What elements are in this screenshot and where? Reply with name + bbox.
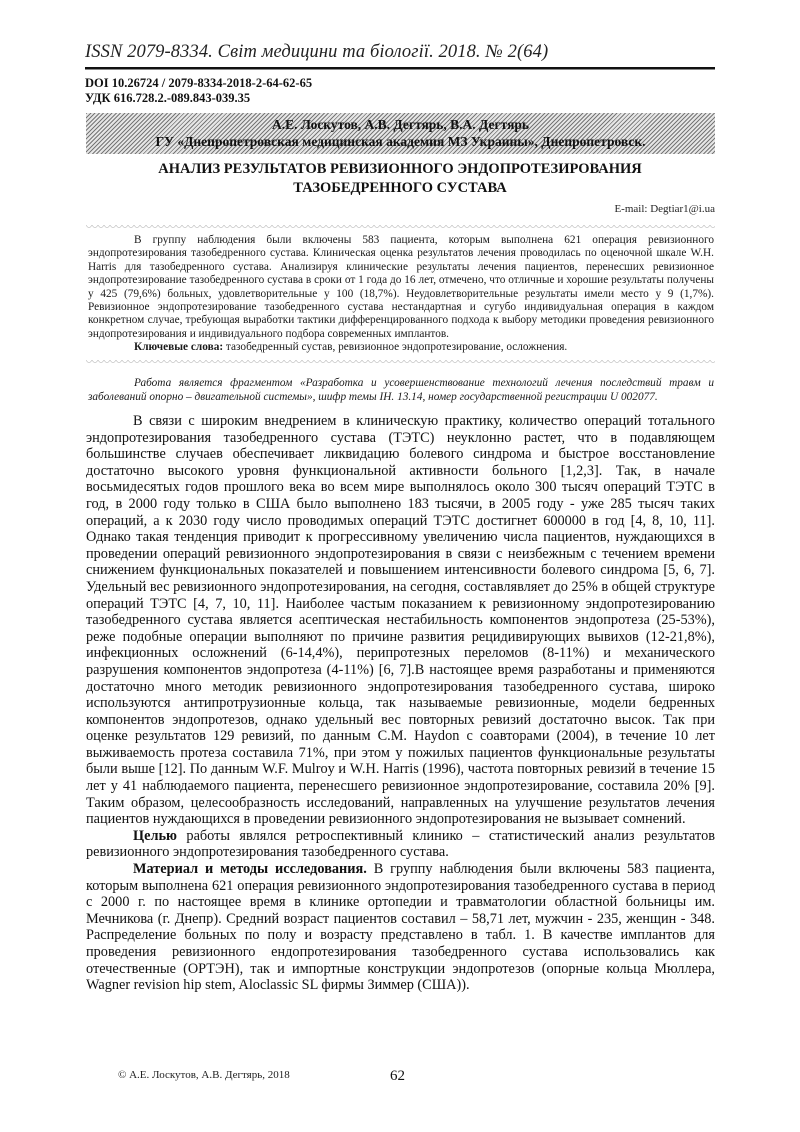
- article-title-line-2: ТАЗОБЕДРЕННОГО СУСТАВА: [293, 180, 507, 196]
- aim-text: работы являлся ретроспективный клинико – статистический анализ результатов ревизионного эндопротезирования тазобедренного сустава.: [86, 827, 715, 861]
- header-rule: [85, 67, 715, 70]
- methods-label: Материал и методы исследования.: [133, 861, 367, 878]
- funding-text: Работа является фрагментом «Разработка и усовершенствование технологий лечения последствий травм и заболеваний опорно – двигательной системы», шифр темы ІН. 13.14, номер государственной регистрации U 002077.: [88, 377, 714, 403]
- authors: А.Е. Лоскутов, А.В. Дегтярь, В.А. Дегтярь: [271, 117, 530, 132]
- contact-email: E-mail: Degtiar1@i.ua: [614, 203, 715, 215]
- article-body: [86, 413, 715, 994]
- article-title: [85, 160, 715, 198]
- keywords-list: тазобедренный сустав, ревизионное эндопротезирование, осложнения.: [223, 341, 568, 354]
- abstract-text: В группу наблюдения были включены 583 пациента, которым выполнена 621 операция ревизионного эндопротезирования тазобедренного сустава. Клиническая оценка результатов лечения проводилась по оценочной шкале W.H. Harris для тазобедренного сустава. Анализируя клинические результаты лечения пациентов, перенесших ревизионное эндопротезирование тазобедренного сустава в сроки от 1 года до 16 лет, отмечено, что отличные и хорошие результаты получены у 425 (79,6%) больных, удовлетворительные у 100 (18,7%). Неудовлетворительные результаты имели место у 9 (1,7%). Ревизионное эндопротезирование тазобедренного сустава нестандартная и сугубо индивидуальная операция в каждом конкретном случае, требующая выработки тактики дифференцированного подхода к выбору методики проведения ревизионного эндопротезирования и индивидуального подбора современных имплантов.: [88, 234, 714, 340]
- udk-code: УДК 616.728.2.-089.843-039.35: [85, 91, 251, 105]
- methods-text: В группу наблюдения были включены 583 пациента, которым выполнена 621 операция ревизионного эндопротезирования тазобедренного сустава в период с 2000 г. по настоящее время в клинике ортопедии и травматологии областной больницы им. Мечникова (г. Днепр). Средний возраст пациентов составил – 58,71 лет, мужчин - 235, женщин - 348. Распределение больных по полу и возрасту представлено в табл. 1. В качестве имплантов для проведения ревизионного ендопротезирования тазобедренного сустава использовались как отечественные (ОРТЭН), так и импортные конструкции эндопротезов (опорные кольца Мюллера, Wagner revision hip stem, Aloclassic SL фирмы Зиммер (США)).: [86, 861, 715, 994]
- article-title-line-1: АНАЛИЗ РЕЗУЛЬТАТОВ РЕВИЗИОННОГО ЭНДОПРОТЕЗИРОВАНИЯ: [158, 161, 642, 177]
- abstract-separator-bottom: [86, 360, 715, 366]
- copyright: © А.Е. Лоскутов, А.В. Дегтярь, 2018: [118, 1069, 290, 1081]
- doi: DOI 10.26724 / 2079-8334-2018-2-64-62-65: [85, 76, 313, 90]
- methods-paragraph: [86, 861, 715, 994]
- keywords-label: Ключевые слова:: [134, 341, 224, 354]
- aim-label: Целью: [133, 827, 177, 844]
- affiliation: ГУ «Днепропетровская медицинская академия МЗ Украины», Днепропетровск.: [155, 134, 646, 149]
- introduction-paragraph: В связи с широким внедрением в клиническую практику, количество операций тотального эндопротезирования тазобедренного сустава (ТЭТС) неуклонно растет, что в подавляющем большинстве случаев обеспечивает ликвидацию болевого синдрома и быстрое восстановление достаточно высокого уровня функциональной активности больного [1,2,3]. Так, в начале восьмидесятых годов прошлого века во всем мире выполнялось около 300 тысяч операций ТЭТС в год, в 2000 году только в США было выполнено 183 тысячи, в 2005 году - уже 285 тысяч таких операций, а к 2030 году число проводимых операций ТЭТС достигнет 600000 в год [4, 8, 10, 11]. Однако такая тенденция приводит к прогрессивному увеличению числа пациентов, нуждающихся в проведении операций ревизионного эндопротезирования в связи с неизбежным с течением времени снижением функциональных показателей и повышением интенсивности болевого синдрома [5, 6, 7]. Удельный вес ревизионного эндопротезирования, на сегодня, составлявляет до 25% в общей структуре операций ТЭТС [4, 7, 10, 11]. Наиболее частым показанием к ревизионному эндопротезированию тазобедренного сустава является асептическая нестабильность компонентов эндопротеза (25-53%), реже подобные операции выполняют по причине развития рецидивирующих вывихов (12-21,8%), инфекционных осложнений (6-14,4%), перипротезных переломов (8-11%) и механического разрушения компонентов эндопротеза (4-11%) [6, 7].В настоящее время разработаны и применяются достаточно много методик ревизионного эндопротезирования тазобедренного сустава, широко используются антипротрузионные кольца, так называемые ревизионные, модели бедренных компонентов эндопротезов, однако удельный вес повторных ревизий достаточно высок. Так при оценке результатов 129 ревизий, по данным C.M. Haydon с соавторами (2004), в течение 10 лет выживаемость протеза составила 71%, при этом у пожилых пациентов функциональные результаты были выше [12]. По данным W.F. Mulroy и W.H. Harris (1996), частота повторных ревизий в течение 15 лет у 41 наблюдаемого пациента, перенесшего ревизионное эндопротезирование, составила 20% [9]. Таким образом, целесообразность исследований, направленных на улучшение результатов лечения пациентов нуждающихся в проведении ревизионного эндопротезирования не вызывает сомнений.: [86, 413, 715, 828]
- abstract-separator-top: [86, 225, 715, 231]
- funding-note: [88, 376, 714, 404]
- abstract: [88, 234, 714, 355]
- journal-header: ISSN 2079-8334. Світ медицини та біології. 2018. № 2(64): [85, 42, 549, 62]
- page-number: 62: [390, 1068, 405, 1084]
- keywords: [88, 341, 714, 354]
- author-banner: [86, 113, 715, 154]
- aim-paragraph: [86, 828, 715, 861]
